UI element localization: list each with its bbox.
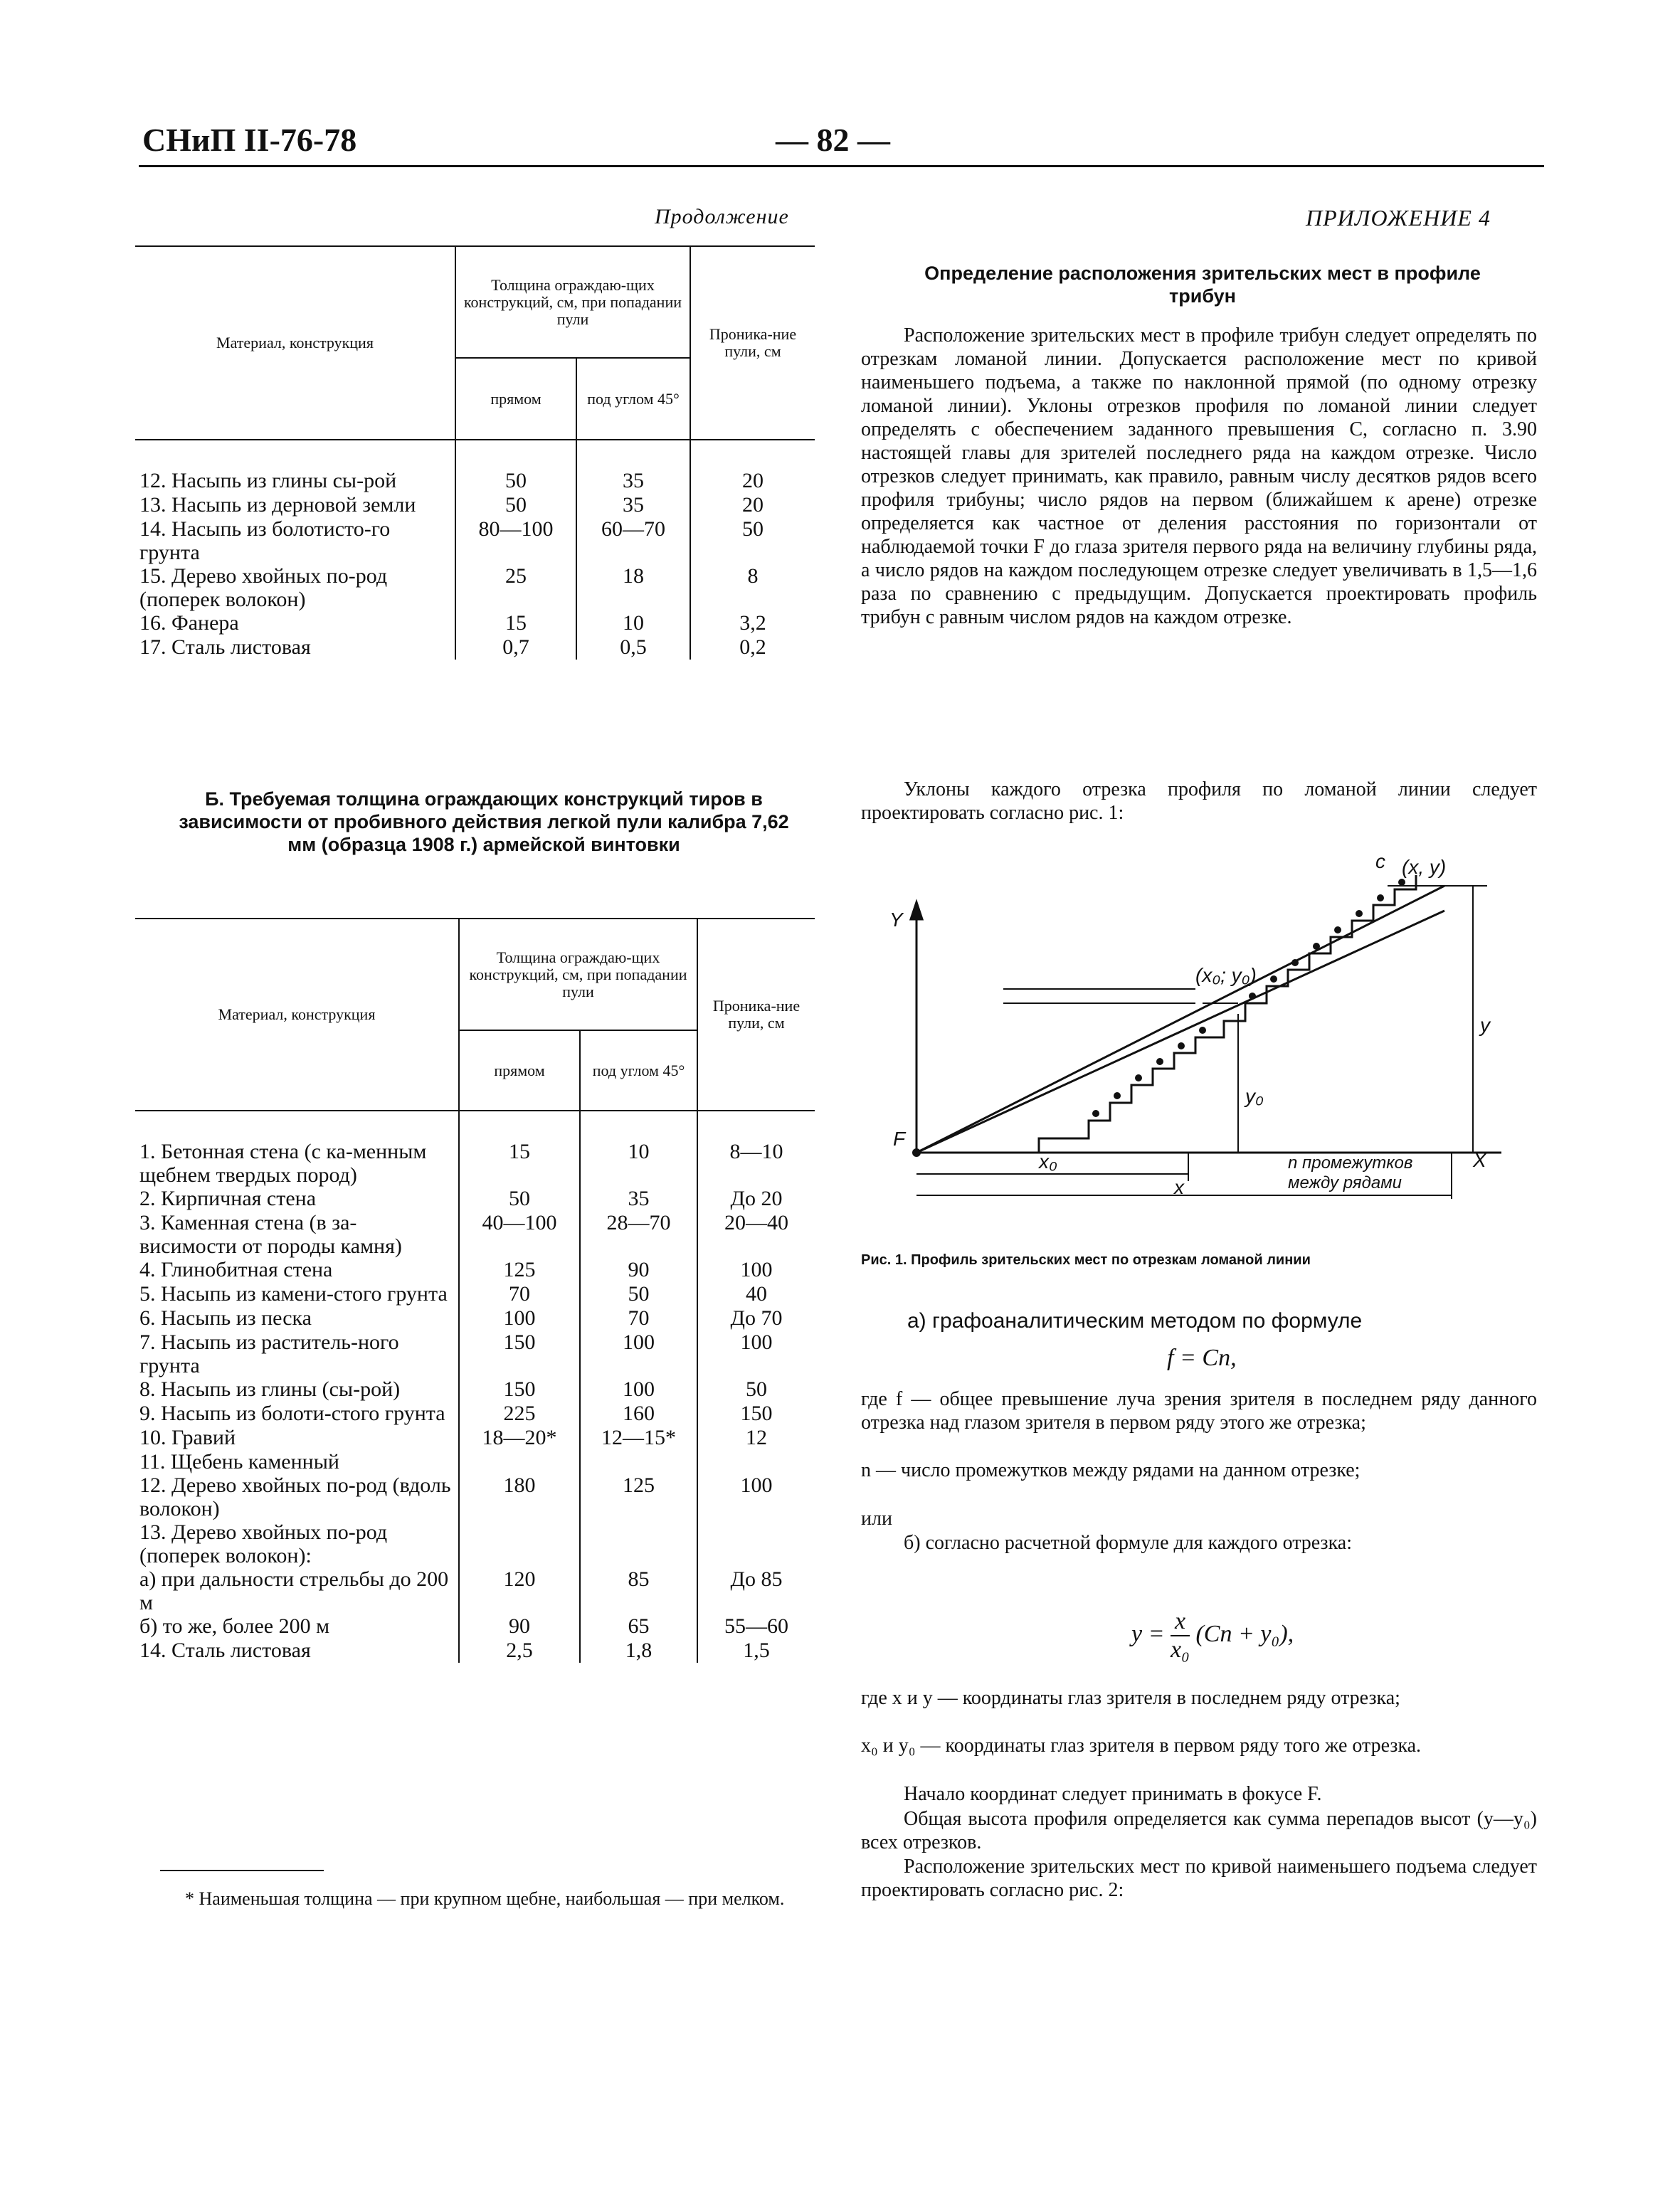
t2-cell-pen: 8—10 bbox=[697, 1140, 815, 1187]
t1-cell-material: 16. Фанера bbox=[139, 611, 239, 635]
where-xy: где x и y — координаты глаз зрителя в последнем ряду отрезка; bbox=[861, 1687, 1400, 1709]
t2-cell-angle: 65 bbox=[580, 1614, 697, 1639]
t2-cell-direct: 120 bbox=[459, 1567, 580, 1614]
t1-cell-pen: 3,2 bbox=[690, 611, 815, 635]
where-f: где f — общее превышение луча зрения зрителя в последнем ряду данного отрезка над глазом зрителя в первом ряду этого же отрезка; bbox=[861, 1388, 1537, 1434]
t2-cell-angle: 70 bbox=[580, 1306, 697, 1330]
formula-y bbox=[1131, 1608, 1294, 1663]
t2-cell-material: 14. Сталь листовая bbox=[139, 1639, 311, 1662]
t2-cell-direct: 225 bbox=[459, 1402, 580, 1426]
formula-y-fraction bbox=[1171, 1608, 1190, 1663]
paragraph-4: Общая высота профиля определяется как сумма перепадов высот (y—y₀) всех отрезков. bbox=[861, 1808, 1537, 1853]
t2-cell-direct: 40—100 bbox=[459, 1211, 580, 1258]
table-row bbox=[135, 611, 815, 635]
formula-y-lhs: y = bbox=[1131, 1620, 1165, 1647]
table-2 bbox=[135, 918, 815, 1663]
method-b: б) согласно расчетной формуле для каждого отрезка: bbox=[904, 1532, 1352, 1554]
t2-cell-direct: 180 bbox=[459, 1474, 580, 1520]
t1-cell-material: 14. Насыпь из болотисто-го грунта bbox=[139, 517, 391, 564]
t1-cell-material: 12. Насыпь из глины сы-рой bbox=[139, 469, 397, 492]
t1-cell-angle: 60—70 bbox=[576, 517, 690, 564]
t2-cell-material: 9. Насыпь из болоти-стого грунта bbox=[139, 1402, 445, 1425]
appendix-title: Определение расположения зрительских мест в профиле трибун bbox=[924, 263, 1481, 307]
table-row bbox=[135, 1211, 815, 1258]
t2-cell-material: 11. Щебень каменный bbox=[139, 1450, 339, 1474]
t1-col-direct: прямом bbox=[455, 358, 576, 440]
t2-cell-pen: 12 bbox=[697, 1426, 815, 1450]
header-rule bbox=[139, 165, 1544, 167]
appendix-label: ПРИЛОЖЕНИЕ 4 bbox=[1306, 205, 1491, 231]
sight-line-lower bbox=[916, 911, 1444, 1153]
footnote: * Наименьшая толщина — при крупном щебне, наибольшая — при мелком. bbox=[185, 1888, 785, 1909]
t1-cell-direct: 80—100 bbox=[455, 517, 576, 564]
t2-cell-pen: 150 bbox=[697, 1402, 815, 1426]
where-x0y0: x₀ и y₀ — координаты глаз зрителя в первом ряду того же отрезка. bbox=[861, 1735, 1422, 1757]
t2-cell-direct: 2,5 bbox=[459, 1639, 580, 1663]
formula-f: f = Cn, bbox=[1167, 1345, 1237, 1371]
where-n: n — число промежутков между рядами на данном отрезке; bbox=[861, 1459, 1361, 1481]
t1-col-material: Материал, конструкция bbox=[135, 246, 455, 440]
fig-label-Y: Y bbox=[889, 909, 903, 931]
table-row bbox=[135, 635, 815, 660]
t1-cell-angle: 10 bbox=[576, 611, 690, 635]
table-row bbox=[135, 1639, 815, 1663]
t1-cell-material: 13. Насыпь из дерновой земли bbox=[139, 493, 416, 517]
fig-label-n1: n промежутков bbox=[1288, 1153, 1413, 1173]
table-row bbox=[135, 1377, 815, 1402]
page-number: — 82 — bbox=[776, 122, 890, 158]
t2-cell-direct: 150 bbox=[459, 1377, 580, 1402]
t1-cell-pen: 0,2 bbox=[690, 635, 815, 660]
t2-cell-material: 6. Насыпь из песка bbox=[139, 1306, 312, 1330]
table-row bbox=[135, 1306, 815, 1330]
fig-label-y: y bbox=[1480, 1014, 1490, 1036]
t1-col-penetration: Проника-ние пули, см bbox=[690, 246, 815, 440]
table-row bbox=[135, 1282, 815, 1306]
t2-cell-pen: 55—60 bbox=[697, 1614, 815, 1639]
t2-cell-material: 12. Дерево хвойных по-род (вдоль волокон) bbox=[139, 1474, 451, 1520]
t2-cell-direct: 90 bbox=[459, 1614, 580, 1639]
t2-cell-direct: 70 bbox=[459, 1282, 580, 1306]
t2-cell-pen bbox=[697, 1450, 815, 1474]
t2-cell-angle bbox=[580, 1520, 697, 1567]
table-row bbox=[135, 1402, 815, 1426]
table-row bbox=[135, 1140, 815, 1187]
t1-col-thickness: Толщина ограждаю-щих конструкций, см, при попадании пули bbox=[455, 246, 690, 358]
t2-cell-material: 3. Каменная стена (в за-висимости от породы камня) bbox=[139, 1211, 402, 1258]
t1-cell-pen: 50 bbox=[690, 517, 815, 564]
t2-cell-pen: До 85 bbox=[697, 1567, 815, 1614]
t2-cell-pen: 100 bbox=[697, 1258, 815, 1282]
t2-cell-angle: 1,8 bbox=[580, 1639, 697, 1663]
t2-cell-material: а) при дальности стрельбы до 200 м bbox=[139, 1567, 449, 1614]
method-a: а) графоаналитическим методом по формуле bbox=[907, 1309, 1363, 1333]
t2-cell-angle: 100 bbox=[580, 1330, 697, 1377]
fig-label-xy: (x, y) bbox=[1402, 856, 1447, 878]
t2-cell-angle: 12—15* bbox=[580, 1426, 697, 1450]
t1-cell-pen: 20 bbox=[690, 469, 815, 493]
t1-cell-direct: 50 bbox=[455, 493, 576, 517]
fig-label-y0: y₀ bbox=[1245, 1085, 1264, 1107]
t2-cell-material: 4. Глинобитная стена bbox=[139, 1258, 333, 1281]
t2-cell-angle: 90 bbox=[580, 1258, 697, 1282]
doc-code: СНиП II-76-78 bbox=[142, 122, 357, 158]
t2-cell-pen: 1,5 bbox=[697, 1639, 815, 1663]
t1-cell-angle: 18 bbox=[576, 564, 690, 611]
t1-cell-direct: 50 bbox=[455, 469, 576, 493]
t2-cell-direct bbox=[459, 1520, 580, 1567]
t2-cell-material: 13. Дерево хвойных по-род (поперек волокон): bbox=[139, 1520, 388, 1567]
t2-cell-direct: 150 bbox=[459, 1330, 580, 1377]
t2-col-angle: под углом 45° bbox=[580, 1030, 697, 1111]
fig-label-F: F bbox=[893, 1128, 906, 1150]
t2-cell-pen bbox=[697, 1520, 815, 1567]
t2-cell-pen: 20—40 bbox=[697, 1211, 815, 1258]
table-row bbox=[135, 1520, 815, 1567]
t2-col-thickness: Толщина ограждаю-щих конструкций, см, при попадании пули bbox=[459, 919, 697, 1030]
continuation-label: Продолжение bbox=[655, 205, 789, 228]
table-row bbox=[135, 493, 815, 517]
t2-cell-angle: 160 bbox=[580, 1402, 697, 1426]
t2-cell-pen: 40 bbox=[697, 1282, 815, 1306]
t2-cell-material: 7. Насыпь из раститель-ного грунта bbox=[139, 1330, 399, 1377]
t2-cell-angle: 85 bbox=[580, 1567, 697, 1614]
t2-cell-angle: 35 bbox=[580, 1187, 697, 1211]
table-row bbox=[135, 1187, 815, 1211]
table-row bbox=[135, 1426, 815, 1450]
formula-y-den: x₀ bbox=[1171, 1636, 1190, 1663]
section-b-title: Б. Требуемая толщина ограждающих конструкций тиров в зависимости от пробивного действия легкой пули калибра 7,62 мм (образца 1908 г.) армейской винтовки bbox=[179, 788, 789, 855]
t1-cell-angle: 35 bbox=[576, 493, 690, 517]
t1-cell-material: 15. Дерево хвойных по-род (поперек волокон) bbox=[139, 564, 388, 611]
table-row bbox=[135, 1614, 815, 1639]
table-row bbox=[135, 469, 815, 493]
t2-col-direct: прямом bbox=[459, 1030, 580, 1111]
paragraph-2: Уклоны каждого отрезка профиля по ломаной линии следует проектировать согласно рис. 1: bbox=[861, 778, 1537, 824]
t2-cell-direct: 15 bbox=[459, 1140, 580, 1187]
t2-cell-angle: 10 bbox=[580, 1140, 697, 1187]
t2-cell-pen: 100 bbox=[697, 1474, 815, 1520]
t2-cell-material: 5. Насыпь из камени-стого грунта bbox=[139, 1282, 448, 1306]
t2-cell-direct bbox=[459, 1450, 580, 1474]
table-row bbox=[135, 1567, 815, 1614]
y-axis-arrow bbox=[911, 902, 922, 919]
t1-cell-direct: 25 bbox=[455, 564, 576, 611]
t1-cell-direct: 15 bbox=[455, 611, 576, 635]
t2-cell-direct: 50 bbox=[459, 1187, 580, 1211]
t2-cell-angle: 100 bbox=[580, 1377, 697, 1402]
stands-profile-figure bbox=[875, 840, 1523, 1210]
t2-cell-material: 10. Гравий bbox=[139, 1426, 236, 1449]
fig-label-X: X bbox=[1473, 1149, 1486, 1171]
table-row bbox=[135, 1474, 815, 1520]
footnote-rule bbox=[160, 1870, 324, 1871]
t1-cell-pen: 8 bbox=[690, 564, 815, 611]
fig-label-n2: между рядами bbox=[1288, 1173, 1402, 1192]
table-row bbox=[135, 1330, 815, 1377]
or-label: или bbox=[861, 1508, 892, 1530]
t2-cell-angle: 50 bbox=[580, 1282, 697, 1306]
t2-cell-angle bbox=[580, 1450, 697, 1474]
t2-cell-angle: 125 bbox=[580, 1474, 697, 1520]
t2-cell-pen: До 20 bbox=[697, 1187, 815, 1211]
paragraph-5: Расположение зрительских мест по кривой наименьшего подъема следует проектировать согласно рис. 2: bbox=[861, 1856, 1537, 1901]
table-row bbox=[135, 564, 815, 611]
table-row bbox=[135, 1258, 815, 1282]
fig-label-x0: x₀ bbox=[1039, 1150, 1057, 1173]
t2-cell-pen: 100 bbox=[697, 1330, 815, 1377]
t2-cell-material: 1. Бетонная стена (с ка-менным щебнем твердых пород) bbox=[139, 1140, 427, 1187]
t2-col-penetration: Проника-ние пули, см bbox=[697, 919, 815, 1111]
t2-cell-direct: 125 bbox=[459, 1258, 580, 1282]
table-1 bbox=[135, 245, 815, 660]
t1-col-angle: под углом 45° bbox=[576, 358, 690, 440]
t2-cell-pen: До 70 bbox=[697, 1306, 815, 1330]
t1-cell-direct: 0,7 bbox=[455, 635, 576, 660]
t2-col-material: Материал, конструкция bbox=[135, 919, 459, 1111]
t1-cell-material: 17. Сталь листовая bbox=[139, 635, 311, 659]
fig-label-x0y0: (x₀; y₀) bbox=[1195, 964, 1257, 986]
t2-cell-angle: 28—70 bbox=[580, 1211, 697, 1258]
t2-cell-direct: 100 bbox=[459, 1306, 580, 1330]
figure-caption: Рис. 1. Профиль зрительских мест по отрезкам ломаной линии bbox=[861, 1252, 1311, 1268]
fig-label-c: c bbox=[1375, 850, 1385, 872]
t1-cell-angle: 0,5 bbox=[576, 635, 690, 660]
table-row bbox=[135, 517, 815, 564]
t1-cell-angle: 35 bbox=[576, 469, 690, 493]
formula-y-rhs: (Cn + y₀), bbox=[1195, 1620, 1294, 1647]
t2-cell-material: б) то же, более 200 м bbox=[139, 1614, 330, 1638]
table-row bbox=[135, 1450, 815, 1474]
sight-line-upper bbox=[916, 886, 1444, 1153]
t2-cell-material: 8. Насыпь из глины (сы-рой) bbox=[139, 1377, 401, 1401]
t2-cell-material: 2. Кирпичная стена bbox=[139, 1187, 317, 1210]
fig-label-x: x bbox=[1174, 1176, 1184, 1198]
formula-y-num: x bbox=[1171, 1608, 1190, 1636]
t1-cell-pen: 20 bbox=[690, 493, 815, 517]
t2-cell-pen: 50 bbox=[697, 1377, 815, 1402]
t2-cell-direct: 18—20* bbox=[459, 1426, 580, 1450]
paragraph-3: Начало координат следует принимать в фокусе F. bbox=[904, 1783, 1322, 1805]
seat-markers bbox=[912, 879, 1405, 1157]
paragraph-1: Расположение зрительских мест в профиле трибун следует определять по отрезкам ломаной линии. Допускается расположение мест по кривой наименьшего подъема, а также по наклонной прямой (по одному отрезку ломаной линии). Уклоны отрезков профиля по ломаной линии следует определять с обеспечением заданного превышения C, согласно п. 3.90 настоящей главы для зрителей последнего ряда на каждом отрезке. Число отрезков следует принимать, как правило, равным числу десятков рядов всего профиля трибуны; число рядов на первом (ближайшем к арене) отрезке определяется как частное от деления расстояния по горизонтали от наблюдаемой точки F до глаза зрителя первого ряда на величину глубины ряда, а число рядов на каждом последующем отрезке следует увеличивать в 1,5—1,6 раза по сравнению с предыдущим. Допускается проектировать профиль трибун с равным числом рядов на каждом отрезке. bbox=[861, 324, 1537, 628]
